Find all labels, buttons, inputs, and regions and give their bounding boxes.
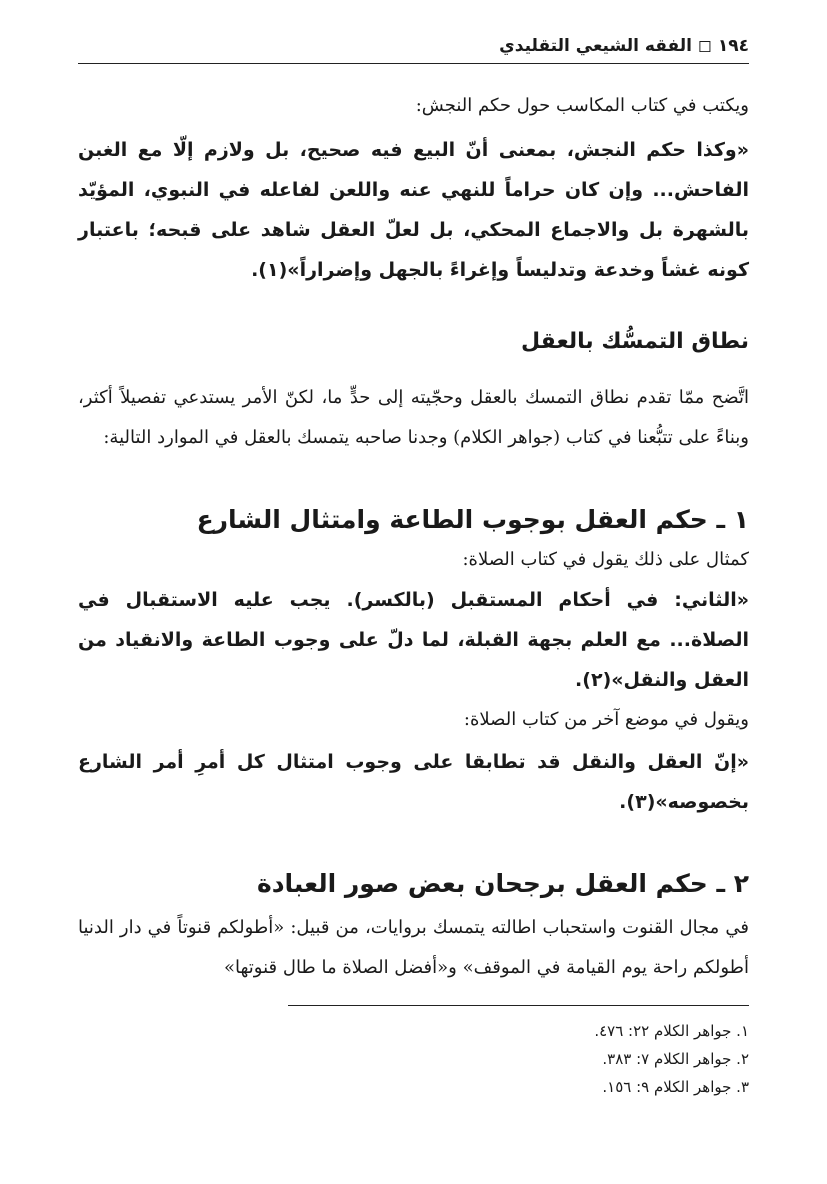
section-paragraph: اتَّضح ممّا تقدم نطاق التمسك بالعقل وحجّيته إلى حدٍّ ما، لكنّ الأمر يستدعي تفصيلاً أكثر، وبناءً على تتبُّعنا في كتاب (جواهر الكلام) وجدنا صاحبه يتمسك بالعقل في الموارد التالية: (78, 387, 749, 448)
header-rule (78, 63, 749, 64)
example-line: كمثال على ذلك يقول في كتاب الصلاة: (462, 549, 749, 570)
final-paragraph: في مجال القنوت واستحباب اطالته يتمسك بروايات، من قبيل: «أطولكم قنوتاً في دار الدنيا أطولكم راحة يوم القيامة في الموقف» و«أفضل الصلاة ما طال قنوتها» (78, 917, 749, 978)
running-header: ١٩٤ ◻ الفقه الشيعي التقليدي (499, 36, 749, 56)
heading-obedience: ١ ـ حكم العقل بوجوب الطاعة وامتثال الشارع (196, 505, 749, 534)
another-line: ويقول في موضع آخر من كتاب الصلاة: (463, 709, 749, 730)
footnote-3: ٣. جواهر الكلام ٩: ١٥٦. (602, 1078, 749, 1096)
quote-najash: «وكذا حكم النجش، بمعنى أنّ البيع فيه صحيح، بل ولازم إلّا مع الغبن الفاحش... وإن كان حراماً للنهي عنه واللعن لفاعله في النبوي، المؤيّد بالشهرة بل والاجماع المحكي، بل لعلّ العقل شاهد على قبحه؛ باعتبار كونه غشاً وخدعة وتدليساً وإغراءً بالجهل وإضراراً»(١). (78, 139, 749, 281)
quote-command: «إنّ العقل والنقل قد تطابقا على وجوب امتثال كل أمرِ أمر الشارع بخصوصه»(٣). (78, 751, 749, 813)
footnote-rule (288, 1005, 749, 1006)
footnote-2: ٢. جواهر الكلام ٧: ٣٨٣. (602, 1050, 749, 1068)
section-title: نطاق التمسُّك بالعقل (520, 329, 749, 354)
heading-worship: ٢ ـ حكم العقل برجحان بعض صور العبادة (256, 869, 749, 898)
intro-line: ويكتب في كتاب المكاسب حول حكم النجش: (415, 95, 749, 116)
quote-qibla: «الثاني: في أحكام المستقبل (بالكسر). يجب عليه الاستقبال في الصلاة... مع العلم بجهة القبلة، لما دلّ على وجوب الطاعة والانقياد من العقل والنقل»(٢). (78, 589, 749, 691)
footnote-1: ١. جواهر الكلام ٢٢: ٤٧٦. (594, 1022, 749, 1040)
